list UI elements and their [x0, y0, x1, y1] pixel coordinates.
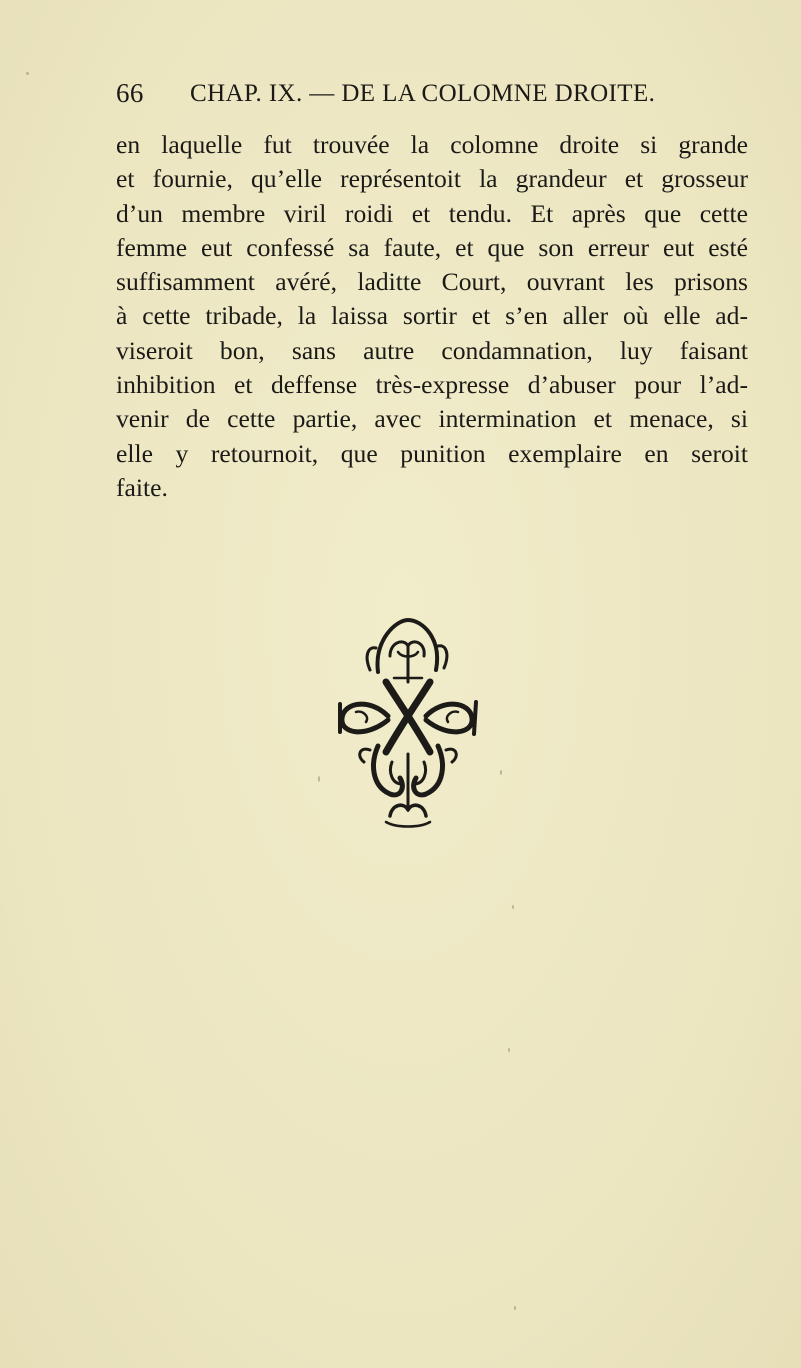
- body-text: [116, 128, 748, 505]
- text-line: venir de cette partie, avec intermination et menace, si: [116, 404, 748, 434]
- paper-speck: [500, 770, 502, 775]
- paper-speck: [318, 776, 320, 782]
- text-line: femme eut confessé sa faute, et que son erreur eut esté: [116, 232, 748, 262]
- text-line: et fournie, qu’elle représentoit la grandeur et grosseur: [116, 164, 748, 194]
- running-head: [116, 78, 696, 112]
- text-line: d’un membre viril roidi et tendu. Et après que cette: [116, 198, 748, 228]
- text-line: à cette tribade, la laissa sortir et s’en aller où elle ad-: [116, 301, 748, 331]
- text-line: inhibition et deffense très-expresse d’abuser pour l’ad-: [116, 370, 748, 400]
- ornamental-monogram-icon: [330, 612, 484, 834]
- paper-speck: [514, 1306, 516, 1310]
- text-line: en laquelle fut trouvée la colomne droite si grande: [116, 130, 748, 159]
- text-line: faite.: [116, 472, 168, 502]
- text-line: suffisamment avéré, laditte Court, ouvrant les prisons: [116, 267, 748, 297]
- chapter-title: CHAP. IX. — DE LA COLOMNE DROITE.: [190, 80, 656, 107]
- text-line: viseroit bon, sans autre condamnation, luy faisant: [116, 335, 748, 365]
- page-number: 66: [116, 78, 144, 108]
- text-line: elle y retournoit, que punition exemplaire en seroit: [116, 438, 748, 468]
- paper-speck: [26, 72, 29, 75]
- paper-speck: [508, 1048, 510, 1052]
- paper-speck: [512, 905, 514, 909]
